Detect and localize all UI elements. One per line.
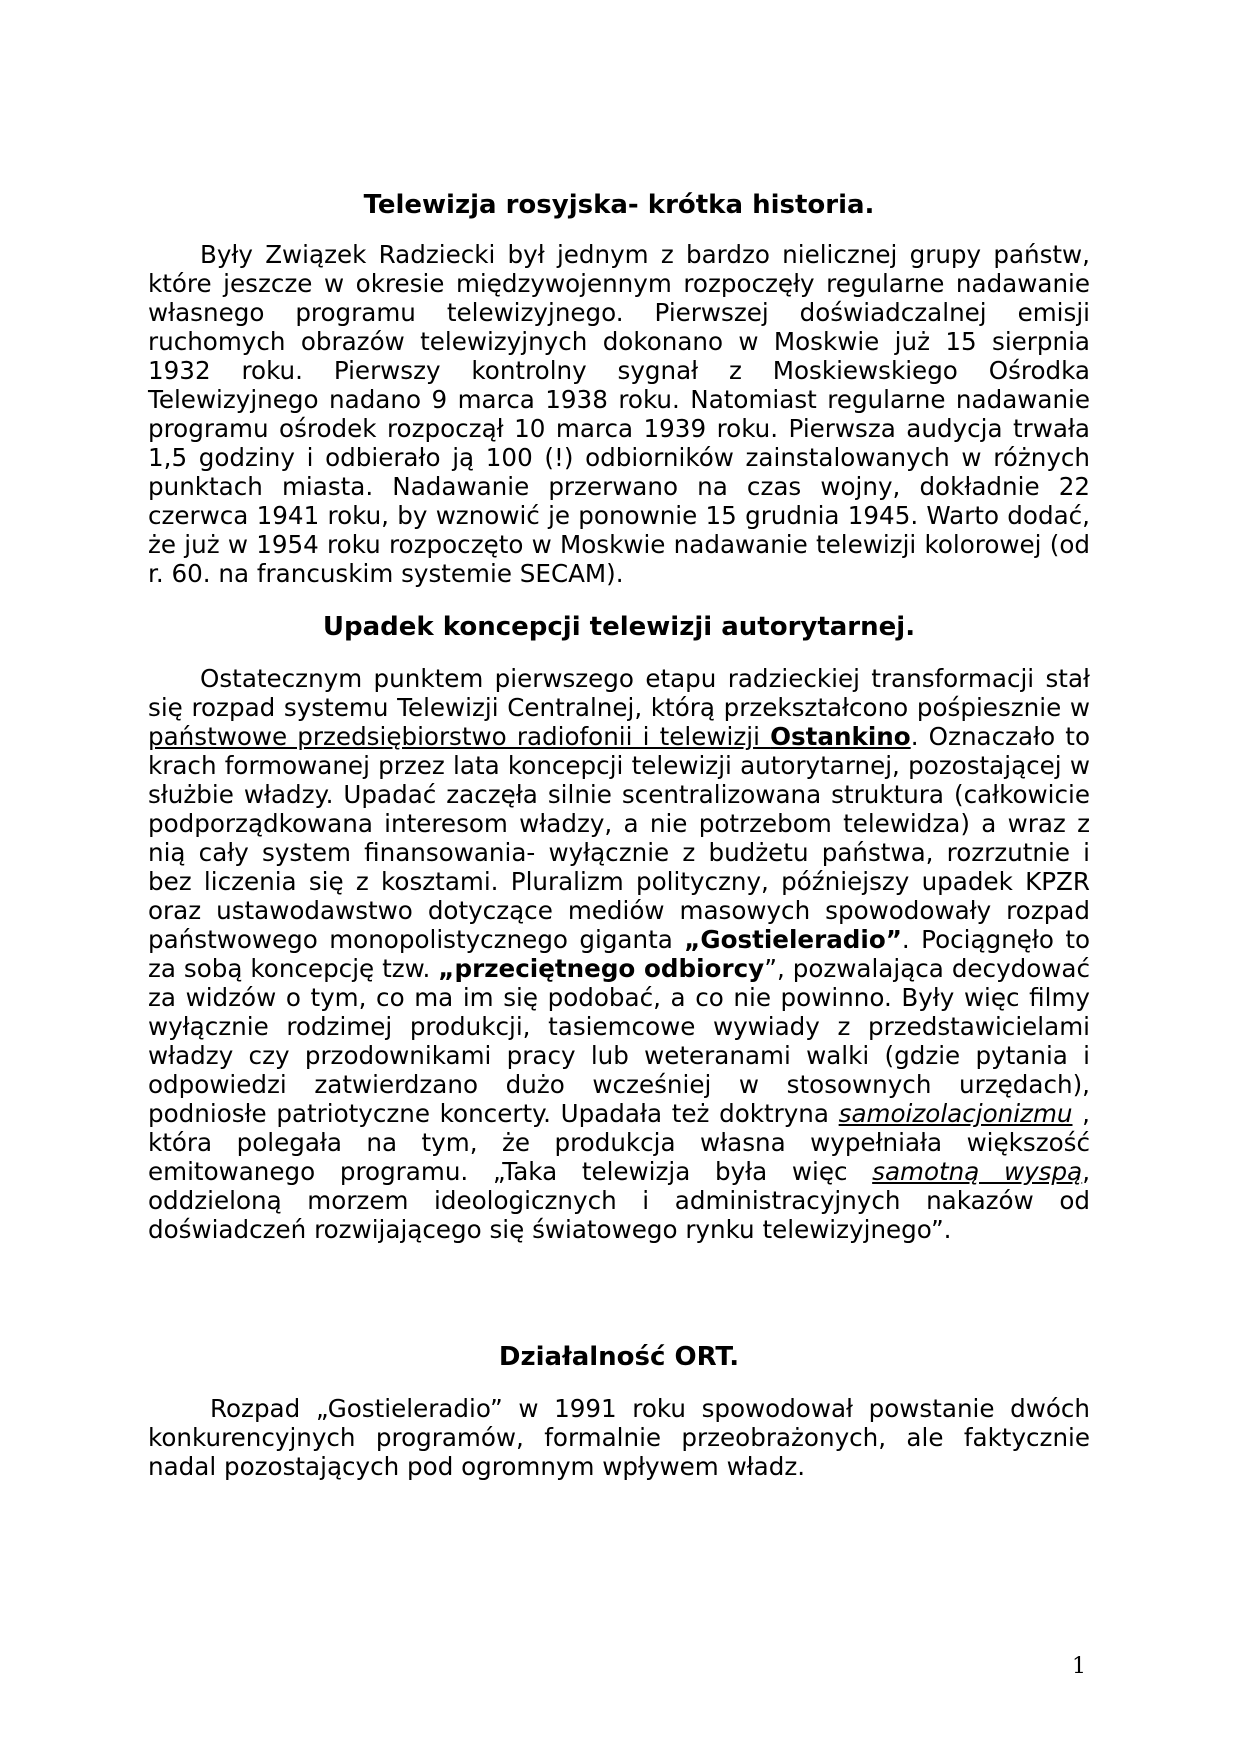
- text-run: Ostatecznym punktem pierwszego etapu radzieckiej transformacji stał się rozpad systemu Telewizji Centralnej, którą przekształcono pośpiesznie w: [148, 664, 1090, 722]
- link-bold-text: Ostankino: [770, 722, 911, 751]
- page-number: 1: [1072, 1654, 1086, 1679]
- bold-term-gostieleradio: „Gostieleradio”: [684, 925, 902, 954]
- paragraph-history: Były Związek Radziecki był jednym z bardzo nielicznej grupy państw, które jeszcze w okresie międzywojennym rozpoczęły regularne nadawanie własnego programu telewizyjnego. Pierwszej doświadczalnej emisji ruchomych obrazów telewizyjnych dokonano w Moskwie już 15 sierpnia 1932 roku. Pierwszy kontrolny sygnał z Moskiewskiego Ośrodka Telewizyjnego nadano 9 marca 1938 roku. Natomiast regularne nadawanie programu ośrodek rozpoczął 10 marca 1939 roku. Pierwsza audycja trwała 1,5 godziny i odbierało ją 100 (!) odbiorników zainstalowanych w różnych punktach miasta. Nadawanie przerwano na czas wojny, dokładnie 22 czerwca 1941 roku, by wznowić je ponownie 15 grudnia 1945. Warto dodać, że już w 1954 roku rozpoczęto w Moskwie nadawanie telewizji kolorowej (od r. 60. na francuskim systemie SECAM).: [148, 240, 1090, 588]
- samotna-wyspa-link[interactable]: samotną wyspą: [872, 1157, 1083, 1186]
- paragraph-authoritarian-tv: [148, 664, 1090, 1244]
- document-page: [148, 188, 1090, 1481]
- heading-history: Telewizja rosyjska- krótka historia.: [363, 190, 875, 220]
- text-run: . Oznaczało to krach formowanej przez lata koncepcji telewizji autorytarnej, pozostającej w służbie władzy. Upadać zaczęła silnie scentralizowana struktura (całkowicie podporządkowana interesom władzy, a nie potrzebom telewidza) a wraz z nią cały system finansowania- wyłącznie z budżetu państwa, rozrzutnie i bez liczenia się z kosztami. Pluralizm polityczny, późniejszy upadek KPZR oraz ustawodawstwo dotyczące mediów masowych spowodowały rozpad państwowego monopolistycznego giganta: [148, 722, 1090, 954]
- paragraph-ort: Rozpad „Gostieleradio” w 1991 roku spowodował powstanie dwóch konkurencyjnych programów, formalnie przeobrażonych, ale faktycznie nadal pozostających pod ogromnym wpływem władz.: [148, 1394, 1090, 1481]
- text-run: , która polegała na tym, że produkcja własna wypełniała większość emitowanego programu. „Taka telewizja była więc: [148, 1099, 1090, 1186]
- samoizolacjonizm-link[interactable]: samoizolacjonizmu: [838, 1099, 1073, 1128]
- ostankino-link[interactable]: [148, 722, 911, 751]
- link-text: państwowe przedsiębiorstwo radiofonii i telewizji: [148, 722, 771, 751]
- text-run: . Pociągnęło to za sobą koncepcję tzw.: [148, 925, 1091, 983]
- heading-ort: Działalność ORT.: [498, 1342, 740, 1372]
- heading-authoritarian-tv: Upadek koncepcji telewizji autorytarnej.: [322, 612, 916, 642]
- text-run: ”, pozwalająca decydować za widzów o tym, co ma im się podobać, a co nie powinno. Były więc filmy wyłącznie rodzimej produkcji, tasiemcowe wywiady z przedstawicielami władzy czy przodownikami pracy lub weteranami walki (gdzie pytania i odpowiedzi zatwierdzano dużo wcześniej w stosownych urzędach), podniosłe patriotyczne koncerty. Upadała też doktryna: [148, 954, 1090, 1128]
- text-run: , oddzieloną morzem ideologicznych i administracyjnych nakazów od doświadczeń rozwijającego się światowego rynku telewizyjnego”.: [148, 1157, 1091, 1244]
- bold-term-average-viewer: „przeciętnego odbiorcy: [438, 954, 765, 983]
